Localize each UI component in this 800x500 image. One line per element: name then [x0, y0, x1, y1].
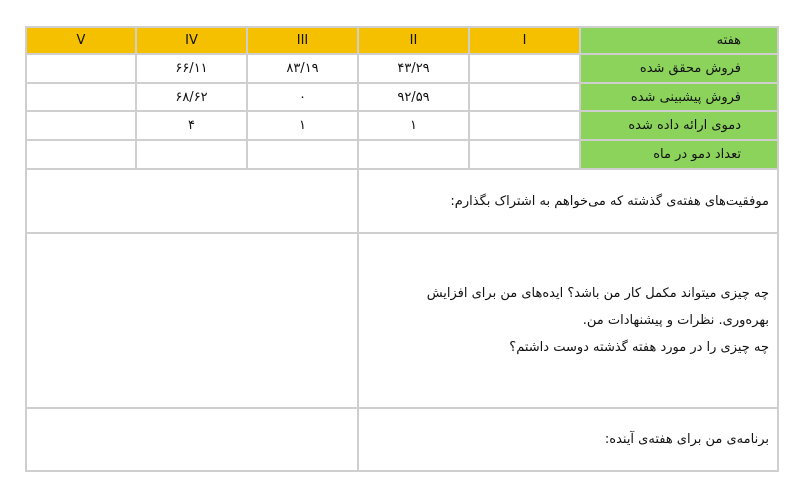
cell-forecast-week-4: ۶۸/۶۲: [136, 83, 247, 111]
cell-demos-week-2: ۱: [358, 111, 469, 140]
next-week-row: [26, 408, 778, 471]
cell-forecast-week-3: ۰: [247, 83, 358, 111]
week-label-cell: هفته: [580, 27, 778, 54]
help-row: [26, 233, 778, 408]
header-row: [26, 27, 778, 54]
cell-demos-week-3: ۱: [247, 111, 358, 140]
help-prompt-line-2: بهره‌وری. نظرات و پیشنهادات من.: [582, 313, 769, 328]
week-header-3: III: [247, 27, 358, 54]
cell-forecast-week-5: [26, 83, 136, 111]
cell-forecast-week-2: ۹۲/۵۹: [358, 83, 469, 111]
week-header-1: I: [469, 27, 580, 54]
cell-realized-week-3: ۸۳/۱۹: [247, 54, 358, 83]
table-row: [26, 140, 778, 169]
cell-monthly-week-3: [247, 140, 358, 169]
cell-realized-week-5: [26, 54, 136, 83]
cell-realized-week-2: ۴۳/۲۹: [358, 54, 469, 83]
cell-monthly-week-1: [469, 140, 580, 169]
row-label-demos-given: دموی ارائه داده شده: [580, 111, 778, 140]
cell-demos-week-5: [26, 111, 136, 140]
week-header-2: II: [358, 27, 469, 54]
help-prompt-line-3: چه چیزی را در مورد هفته گذشته دوست داشتم؟: [509, 340, 769, 355]
table-row: [26, 111, 778, 140]
row-label-realized-sales: فروش محقق شده: [580, 54, 778, 83]
weekly-report-table: [25, 26, 779, 472]
next-week-prompt: برنامه‌ی من برای هفته‌ی آینده:: [358, 408, 778, 471]
achievements-answer: [26, 169, 358, 233]
help-prompt: [358, 233, 778, 408]
week-header-4: IV: [136, 27, 247, 54]
table-row: [26, 83, 778, 111]
cell-forecast-week-1: [469, 83, 580, 111]
row-label-forecast-sales: فروش پیشبینی شده: [580, 83, 778, 111]
achievements-row: [26, 169, 778, 233]
cell-monthly-week-4: [136, 140, 247, 169]
cell-monthly-week-5: [26, 140, 136, 169]
cell-realized-week-4: ۶۶/۱۱: [136, 54, 247, 83]
table-row: [26, 54, 778, 83]
row-label-demos-per-month: تعداد دمو در ماه: [580, 140, 778, 169]
achievements-prompt: موفقیت‌های هفته‌ی گذشته که می‌خواهم به اشتراک بگذارم:: [358, 169, 778, 233]
week-header-5: V: [26, 27, 136, 54]
cell-monthly-week-2: [358, 140, 469, 169]
help-answer: [26, 233, 358, 408]
cell-realized-week-1: [469, 54, 580, 83]
help-prompt-line-1: چه چیزی میتواند مکمل کار من باشد؟ ایده‌های من برای افزایش: [426, 286, 769, 301]
weekly-report: [25, 26, 777, 472]
cell-demos-week-4: ۴: [136, 111, 247, 140]
next-week-answer: [26, 408, 358, 471]
cell-demos-week-1: [469, 111, 580, 140]
